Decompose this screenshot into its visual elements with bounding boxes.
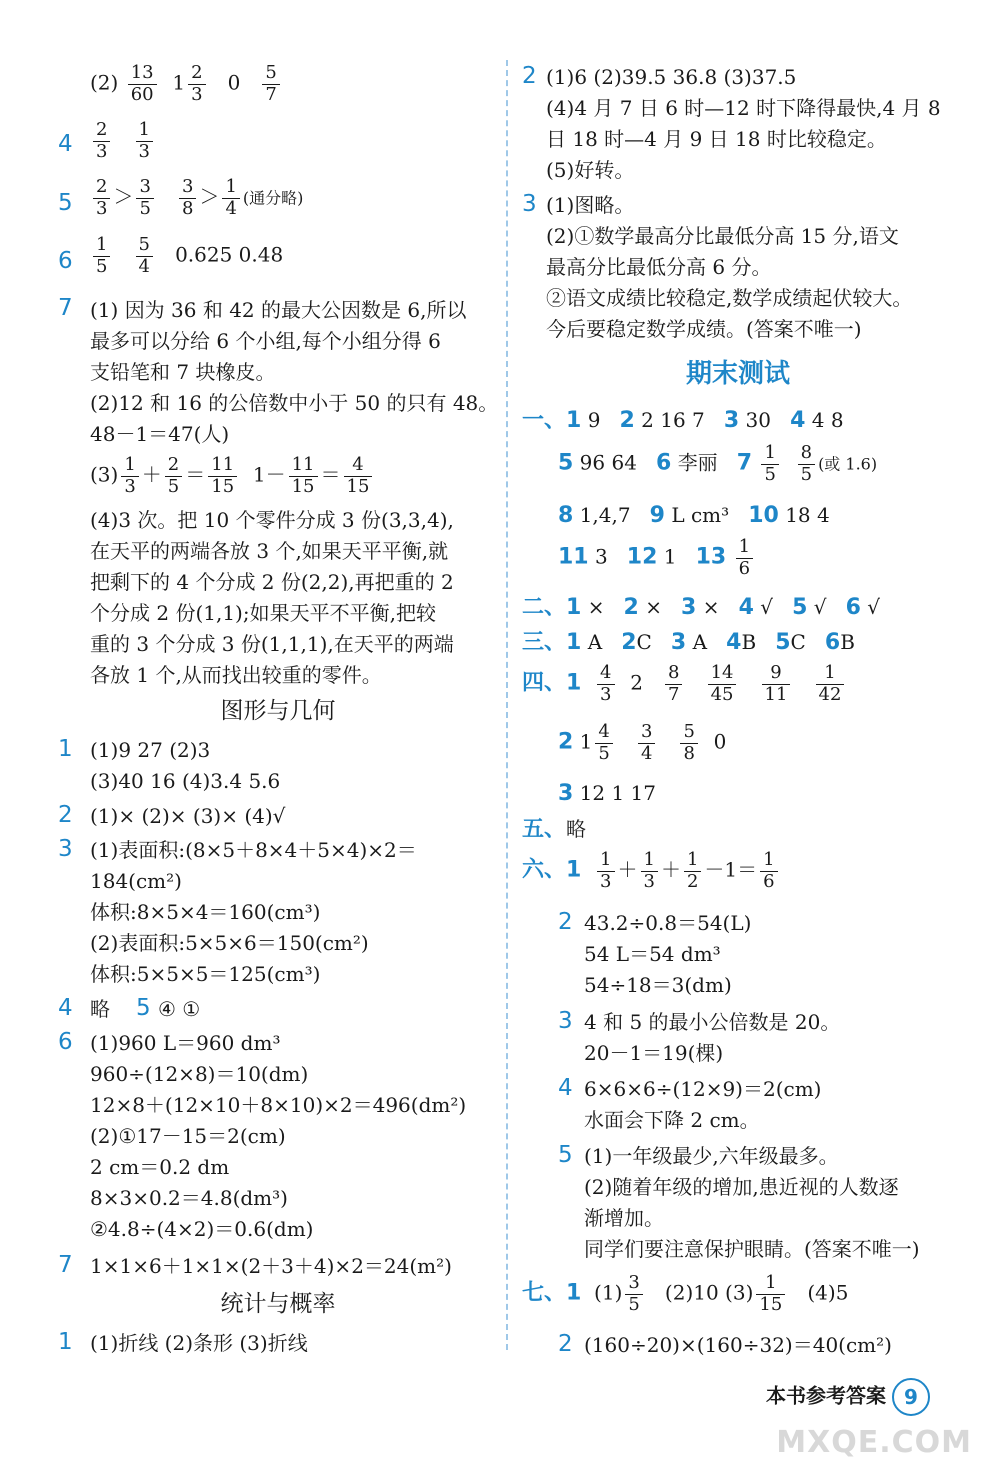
text-line: 体积:5×5×5＝125(cm³) [90,962,321,986]
text-line: 同学们要注意保护眼睛。(答案不唯一) [584,1237,920,1261]
section-title-final-exam: 期末测试 [685,359,790,389]
text-line: (5)好转。 [546,158,635,182]
fraction: $\frac{13}{60}$ [128,63,157,105]
answer-line: 5 96 64 6 李丽 7 $\frac{1}{5}$ $\frac{8}{5}$ (或 1.6) [558,442,878,485]
item-number: 4 [558,1075,573,1101]
text-line: 43.2÷0.8＝54(L) [584,911,752,935]
text-line: 2 cm＝0.2 dm [90,1155,230,1179]
text-line: (1) 因为 36 和 42 的最大公因数是 6,所以 [90,298,467,322]
text-line: 个分成 2 份(1,1);如果天平不平衡,把较 [90,601,436,625]
answer-line: 三、1 A 2C 3 A 4B 5C 6B [522,630,855,655]
item-number: 6 [58,1029,73,1055]
answer-line: 11 3 12 1 13 $\frac{1}{6}$ [558,537,756,579]
section-title-geometry: 图形与几何 [220,698,336,724]
answer-line: 2 1 $\frac{4}{5}$ $\frac{3}{4}$ $\frac{5}{8}$ 0 [558,721,727,764]
item-number: 3 [558,1008,573,1034]
text-line: 把剩下的 4 个分成 2 份(2,2),再把重的 2 [90,570,454,594]
text-line: 20－1＝19(棵) [584,1041,724,1065]
text-line: 54÷18＝3(dm) [584,973,732,997]
item-number: 5 [558,1142,573,1168]
text-line: 重的 3 个分成 3 份(1,1,1),在天平的两端 [90,632,454,656]
item-number: 5 [58,190,73,216]
text-line: (1)折线 (2)条形 (3)折线 [90,1331,308,1355]
text-line: (2)表面积:5×5×6＝150(cm²) [90,931,369,955]
text-line: 今后要稳定数学成绩。(答案不唯一) [546,317,862,341]
text-line: (4)3 次。把 10 个零件分成 3 份(3,3,4), [90,508,454,532]
text-line: 960÷(12×8)＝10(dm) [90,1062,309,1086]
item-number: 2 [558,1331,573,1357]
footer-label: 本书参考答案 [766,1383,886,1408]
text-line: 各放 1 个,从而找出较重的零件。 [90,663,382,687]
answer-line: 七、1 (1) $\frac{3}{5}$ (2)10 (3) $\frac{1}{15}$ (4)5 [522,1272,849,1315]
answer-line: $\frac{1}{5}$ $\frac{5}{4}$ 0.625 0.48 [90,235,283,277]
answer-line: 二、1 × 2 × 3 × 4 √ 5 √ 6 √ [522,595,880,620]
text-line: (1)960 L＝960 dm³ [90,1031,281,1055]
text-line: (1)一年级最少,六年级最多。 [584,1144,839,1168]
text-line: 54 L＝54 dm³ [584,942,721,966]
page-footer [766,1378,930,1416]
text-line: (2)随着年级的增加,患近视的人数逐 [584,1175,899,1199]
answer-line: (3) $\frac{1}{3}$ ＋ $\frac{2}{5}$ ＝ $\frac{11}{15}$ 1－ $\frac{11}{15}$ ＝ $\frac{4}{15}$ [90,455,375,497]
text-line: (2)①数学最高分比最低分高 15 分,语文 [546,224,899,248]
text: (2) [90,70,119,95]
text-line: (3)40 16 (4)3.4 5.6 [90,769,281,793]
answer-line: 8 1,4,7 9 L cm³ 10 18 4 [558,503,830,528]
text-line: 184(cm²) [90,869,182,893]
item-number: 6 [58,248,73,274]
text-line: 水面会下降 2 cm。 [584,1108,760,1132]
text-line: 最多可以分给 6 个小组,每个小组分得 6 [90,329,441,353]
text-line: 渐增加。 [584,1206,664,1230]
text-line: 4 和 5 的最小公倍数是 20。 [584,1010,841,1034]
item-number: 3 [58,836,73,862]
text-line: (2)12 和 16 的公倍数中小于 50 的只有 48。 [90,391,499,415]
answer-line: 四、1 $\frac{4}{3}$ 2 $\frac{8}{7}$ $\frac{14}{45}$ $\frac{9}{11}$ $\frac{1}{42}$ [522,663,847,705]
item-number: 2 [558,909,573,935]
answer-line: $\frac{2}{3}$ ＞ $\frac{3}{5}$ $\frac{3}{8}$ ＞ $\frac{1}{4}$ (通分略) [90,177,303,219]
answer-line: $\frac{2}{3}$ $\frac{1}{3}$ [90,120,156,162]
text-line: 日 18 时—4 月 9 日 18 时比较稳定。 [546,127,887,151]
section-title-statistics: 统计与概率 [220,1291,336,1317]
text-line: (1)6 (2)39.5 36.8 (3)37.5 [546,65,797,89]
item-number: 3 [522,191,537,217]
fraction: $\frac{5}{7}$ [262,63,279,105]
answer-line: 六、1 $\frac{1}{3}$ ＋ $\frac{1}{3}$ ＋ $\frac{1}{2}$ －1＝ $\frac{1}{6}$ [522,850,781,892]
watermark: MXQE.COM [776,1425,972,1460]
column-divider [506,60,508,1350]
item-number: 7 [58,1252,73,1278]
answer-line: (2) $\frac{13}{60}$ 1 $\frac{2}{3}$ 0 $\frac{5}{7}$ [90,63,283,105]
text-line: (1)图略。 [546,193,635,217]
answer-line: 五、略 [522,817,587,842]
text-line: (4)4 月 7 日 6 时—12 时下降得最快,4 月 8 [546,96,941,120]
text: 0.625 0.48 [175,242,284,267]
item-number: 1 [58,1329,73,1355]
text-line: 在天平的两端各放 3 个,如果天平平衡,就 [90,539,449,563]
text-line: 6×6×6÷(12×9)＝2(cm) [584,1077,822,1101]
text-line: 12×8＋(12×10＋8×10)×2＝496(dm²) [90,1093,467,1117]
text-line: 8×3×0.2＝4.8(dm³) [90,1186,288,1210]
text-line: (160÷20)×(160÷32)＝40(cm²) [584,1333,892,1357]
page-number: 9 [892,1378,930,1416]
item-number: 1 [58,736,73,762]
answer-line: 一、1 9 2 2 16 7 3 30 4 4 8 [522,408,844,433]
text-line: (1)9 27 (2)3 [90,738,211,762]
text-line: 1×1×6＋1×1×(2＋3＋4)×2＝24(m²) [90,1254,452,1278]
text-line: ②语文成绩比较稳定,数学成绩起伏较大。 [546,286,913,310]
text-line: 48－1＝47(人) [90,422,230,446]
text-line: (1)× (2)× (3)× (4)√ [90,804,286,828]
item-number: 4 [58,995,73,1021]
text-line: 支铅笔和 7 块橡皮。 [90,360,276,384]
text-line: 最高分比最低分高 6 分。 [546,255,772,279]
text-line: ④ ① [158,997,201,1021]
item-number: 4 [58,131,73,157]
item-number: 2 [522,63,537,89]
item-number: 2 [58,802,73,828]
text-line: 略 [90,997,110,1021]
text-line: (2)①17－15＝2(cm) [90,1124,286,1148]
item-number: 5 [136,995,151,1021]
text-line: 体积:8×5×4＝160(cm³) [90,900,321,924]
text-line: (1)表面积:(8×5＋8×4＋5×4)×2＝ [90,838,417,862]
note: (通分略) [242,188,304,208]
text-line: ②4.8÷(4×2)＝0.6(dm) [90,1217,314,1241]
answer-line: 3 12 1 17 [558,781,657,806]
fraction: $\frac{2}{3}$ [188,63,205,105]
item-number: 7 [58,295,73,321]
